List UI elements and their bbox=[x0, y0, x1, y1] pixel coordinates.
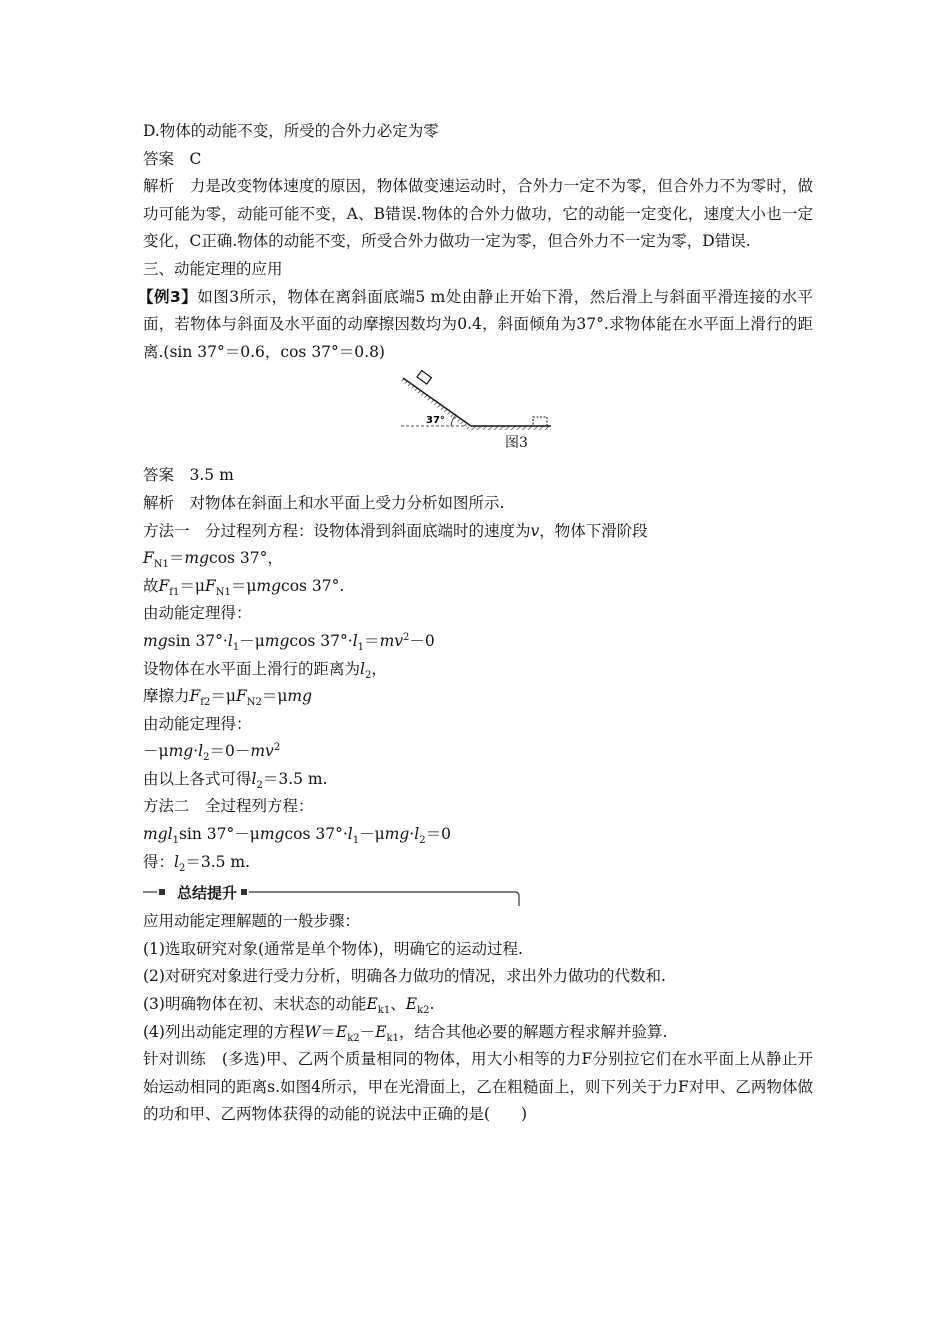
incline-diagram bbox=[401, 370, 561, 430]
equation-energy-2: $-\mu mg\cdot l_2=0-mv^2$ bbox=[143, 742, 281, 764]
figure-3 bbox=[143, 370, 813, 462]
answer-3-5m: 答案 3.5 m bbox=[143, 466, 234, 485]
equation-distance-def: 设物体在水平面上滑行的距离为$l_2$， bbox=[143, 659, 387, 681]
analysis-paragraph: 解析 力是改变物体速度的原因，物体做变速运动时，合外力一定不为零，但合外力不为零时，做功可能为零，动能可能不变，A、B错误.物体的合外力做功，它的动能一定变化，速度大小也一定变化，C正确.物体的动能不变，所受合外力做功一定为零，但合外力不一定为零，D错误. bbox=[143, 177, 813, 251]
example-3-text: 如图3所示，物体在离斜面底端5 m处由静止开始下滑，然后滑上与斜面平滑连接的水平面，若物体与斜面及水平面的动摩擦因数均为0.4，斜面倾角为37°.求物体能在水平面上滑行的距离.(sin 37°＝0.6，cos 37°＝0.8) bbox=[143, 287, 813, 361]
answer-c: 答案 C bbox=[143, 149, 202, 168]
equation-friction-2: 摩擦力$F_{f2}=\mu F_{N2}=\mu mg$ bbox=[143, 687, 313, 709]
summary-step-4: (4)列出动能定理的方程$W=E_{k2}-E_{k1}$，结合其他必要的解题方程求解并验算. bbox=[143, 1022, 668, 1044]
block-final-position bbox=[533, 417, 547, 426]
equation-normal-force: $F_{N1}=mgcos$ 37°， bbox=[143, 549, 283, 571]
velocity-symbol: v bbox=[530, 521, 540, 540]
block-on-incline bbox=[417, 371, 431, 385]
section-heading: 三、动能定理的应用 bbox=[143, 259, 283, 278]
example-tag: 【例3】 bbox=[138, 287, 198, 306]
practice-question: 针对训练 (多选)甲、乙两个质量相同的物体，用大小相等的力F分别拉它们在水平面上从静止开始运动相同的距离s.如图4所示，甲在光滑面上，乙在粗糙面上，则下列关于力F对甲、乙两物体做的功和甲、乙两物体获得的动能的说法中正确的是( ) bbox=[143, 1050, 813, 1124]
summary-step-3: (3)明确物体在初、末状态的动能$E_{k1}$、$E_{k2}$. bbox=[143, 995, 435, 1017]
angle-label: 37° bbox=[426, 415, 445, 427]
summary-title: 总结提升 bbox=[173, 882, 241, 903]
figure-caption: 图3 bbox=[505, 435, 528, 452]
equation-result-2: 得：$l_2=3.5$ m. bbox=[143, 852, 251, 874]
equation-result-1: 由以上各式可得$l_2=3.5$ m. bbox=[143, 769, 328, 791]
example-3 bbox=[138, 284, 813, 367]
equation-friction-1: 故$F_{f1}=\mu F_{N1}=\mu mgcos$ 37°. bbox=[143, 576, 345, 598]
method-one-tail: ，物体下滑阶段 bbox=[539, 521, 648, 540]
method-one-text: 方法一 分过程列方程：设物体滑到斜面底端时的速度为 bbox=[143, 521, 531, 540]
method-two: 方法二 全过程列方程： bbox=[143, 797, 314, 816]
summary-step-2: (2)对研究对象进行受力分析，明确各力做功的情况，求出外力做功的代数和. bbox=[143, 967, 666, 986]
summary-intro: 应用动能定理解题的一般步骤： bbox=[143, 912, 361, 931]
equation-energy-1: mgsin $37^\circ\cdot l_1-\mu mgcos$ $37^\circ\cdot l_1=mv^2-0$ bbox=[143, 631, 435, 653]
summary-banner bbox=[143, 878, 813, 908]
option-d: D.物体的动能不变，所受的合外力必定为零 bbox=[143, 122, 439, 140]
summary-step-1: (1)选取研究对象(通常是单个物体)，明确它的运动过程. bbox=[143, 939, 523, 958]
equation-total: mgl$_1$sin 37°－μmgcos $37^\circ\cdot l_1-\mu mg\cdot l_2=0$ bbox=[143, 825, 451, 847]
equation-label-2: 由动能定理得： bbox=[143, 714, 252, 733]
method-one bbox=[143, 518, 813, 546]
document-page bbox=[138, 118, 813, 1129]
analysis-line: 解析 对物体在斜面上和水平面上受力分析如图所示. bbox=[143, 493, 505, 512]
equation-label-1: 由动能定理得： bbox=[143, 604, 252, 623]
